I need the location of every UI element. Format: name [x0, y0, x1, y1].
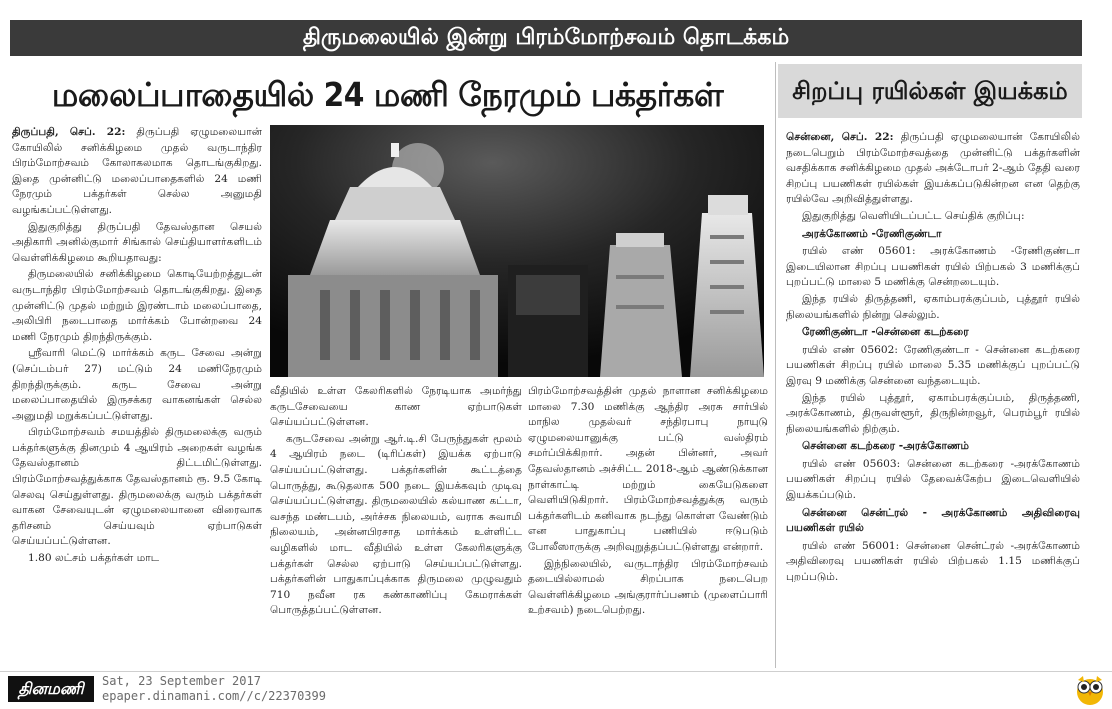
section-heading: சென்னை சென்ட்ரல் - அரக்கோணம் அதிவிரைவு பயணிகள் ரயில் — [786, 506, 1080, 535]
footer-divider — [0, 671, 1112, 672]
paragraph-text: திருப்பதி ஏழுமலையான் கோயிலில் நடைபெறும் பிரம்மோற்சவத்தை முன்னிட்டு பக்தர்களின் வசதிக்காக சனிக்கிழமை முதல் அக்டோபர் 2-ஆம் தேதி வரை சிறப்பு பயணிகள் ரயில்கள் இயக்கப்படுகின்றன என தெற்கு ரயில்வே அறிவித்துள்ளது. — [786, 131, 1080, 206]
section-heading: சென்னை கடற்கரை -அரக்கோணம் — [802, 440, 970, 453]
owl-icon — [1074, 672, 1106, 706]
article-paragraph: திருமலையில் சனிக்கிழமை கொடியேற்றத்துடன் வருடாந்திர பிரம்மோற்சவம் தொடங்குகிறது. இதை முன்னிட்டு முதல் மற்றும் இரண்டாம் மலைப்பாதை, அலிபிரி நடைபாதை மார்க்கம் போன்றவை 24 மணி நேரமும் திறந்திருக்கும். — [12, 268, 262, 343]
dateline: சென்னை, செப். 22: — [786, 131, 894, 143]
article-paragraph: பிரம்மோற்சவத்தின் முதல் நாளான சனிக்கிழமை மாலை 7.30 மணிக்கு ஆந்திர அரசு சார்பில் மாநில முதல்வர் சந்திரபாபு நாயுடு ஏழுமலையானுக்கு பட்டு வஸ்திரம் சமர்ப்பிக்கிறார். அதன் பின்னர், அவர் தேவஸ்தானம் அச்சிட்ட 2018-ஆம் ஆண்டுக்கான நாள்காட்டி மற்றும் கையேடுகளை வெளியிடுகிறார். பிரம்மோற்சவத்துக்கு வரும் பக்தர்களிடம் கனிவாக நடந்து கொள்ள வேண்டும் என பாதுகாப்பு பணியில் ஈடுபடும் போலீஸாருக்கு அறிவுறுத்தப்பட்டுள்ளது என்றார். — [528, 385, 768, 553]
side-article-column — [786, 130, 1080, 668]
side-headline: சிறப்பு ரயில்கள் இயக்கம் — [778, 64, 1082, 118]
article-paragraph: ரயில் எண் 05601: அரக்கோணம் -ரேணிகுண்டா இடையிலான சிறப்பு பயணிகள் ரயில் பிற்பகல் 3 மணிக்குப் புறப்பட்டு மாலை 5 மணிக்கு சென்றடையும். — [786, 245, 1080, 289]
article-paragraph: இந்நிலையில், வருடாந்திர பிரம்மோற்சவம் தடையில்லாமல் சிறப்பாக நடைபெற வெள்ளிக்கிழமை அங்குரார்ப்பணம் (முளைப்பாரி உற்சவம்) நடைபெற்றது. — [528, 557, 768, 617]
article-column-3 — [528, 384, 768, 668]
article-paragraph: பிரம்மோற்சவம் சமயத்தில் திருமலைக்கு வரும் பக்தர்களுக்கு தினமும் 4 ஆயிரம் அறைகள் வழங்க தேவஸ்தானம் திட்டமிட்டுள்ளது. பிரம்மோற்சவத்துக்காக தேவஸ்தானம் ரூ. 9.5 கோடி செலவு செய்துள்ளது. திருமலைக்கு வரும் பக்தர்கள் வாகன சேவையுடன் ஏழுமலையானை விரைவாக தரிசனம் செய்யவும் ஏற்பாடுகள் செய்யப்பட்டுள்ளன. — [12, 426, 262, 548]
article-paragraph: இந்த ரயில் திருத்தணி, ஏகாம்பரக்குப்பம், புத்தூர் ரயில் நிலையங்களில் நின்று செல்லும். — [786, 292, 1080, 321]
temple-photo — [270, 125, 764, 377]
article-column-2 — [270, 384, 522, 668]
article-column-1 — [12, 125, 262, 668]
paragraph-text: திருப்பதி ஏழுமலையான் கோயிலில் சனிக்கிழமை முதல் வருடாந்திர பிரம்மோற்சவம் கோலாகலமாக தொடங்குகிறது. இதை முன்னிட்டு மலைப்பாதைகளில் 24 மணி நேரமும் பக்தர்கள் செல்ல அனுமதி வழங்கப்பட்டுள்ளது. — [12, 126, 262, 216]
article-paragraph: இதுகுறித்து வெளியிடப்பட்ட செய்திக் குறிப்பு: — [802, 209, 1025, 222]
article-paragraph: இதுகுறித்து திருப்பதி தேவஸ்தான செயல் அதிகாரி அனில்குமார் சிங்கால் செய்தியாளர்களிடம் வெள்ளிக்கிழமை கூறியதாவது: — [12, 220, 262, 264]
dateline: திருப்பதி, செப். 22: — [12, 126, 126, 138]
epaper-link[interactable]: epaper.dinamani.com//c/22370399 — [102, 689, 326, 703]
article-paragraph: வீதியில் உள்ள கேலரிகளில் நேரடியாக அமர்ந்து கருடசேவையை காண ஏற்பாடுகள் செய்யப்பட்டுள்ளன. — [270, 385, 522, 429]
section-heading: ரேணிகுண்டா -சென்னை கடற்கரை — [802, 326, 969, 339]
edition-date: Sat, 23 September 2017 — [102, 674, 261, 688]
column-divider — [775, 62, 776, 668]
article-paragraph: ரயில் எண் 05603: சென்னை கடற்கரை -அரக்கோணம் பயணிகள் சிறப்பு ரயில் தேவைக்கேற்ப இடைவெளியில் இயக்கப்படும். — [786, 457, 1080, 502]
section-heading: அரக்கோணம் -ரேணிகுண்டா — [802, 227, 942, 240]
article-paragraph — [786, 130, 1080, 208]
article-paragraph — [12, 125, 262, 219]
article-paragraph: ரயில் எண் 05602: ரேணிகுண்டா - சென்னை கடற்கரை பயணிகள் சிறப்பு ரயில் மாலை 5.35 மணிக்குப் புறப்பட்டு இரவு 9 மணிக்கு சென்னை வந்தடையும். — [786, 343, 1080, 387]
article-paragraph: ஸ்ரீவாரி மெட்டு மார்க்கம் கருட சேவை அன்று (செப்டம்பர் 27) மட்டும் 24 மணிநேரமும் திறந்திருக்கும். கருட சேவை அன்று மலைப்பாதையில் இருசக்கர வாகனங்கள் செல்ல அனுமதி மறுக்கப்பட்டுள்ளது. — [12, 347, 262, 422]
section-banner: திருமலையில் இன்று பிரம்மோற்சவம் தொடக்கம் — [10, 20, 1082, 56]
temple-illustration — [270, 125, 764, 377]
newspaper-logo: தினமணி — [8, 676, 94, 702]
article-paragraph: இந்த ரயில் புத்தூர், ஏகாம்பரக்குப்பம், திருத்தணி, அரக்கோணம், திருவள்ளூர், திருநின்றவூர், பெரம்பூர் ரயில் நிலையங்களில் நிற்கும். — [786, 391, 1080, 435]
article-paragraph: கருடசேவை அன்று ஆர்.டி.சி பேருந்துகள் மூலம் 4 ஆயிரம் நடை (டிரிப்கள்) இயக்க ஏற்பாடு செய்யப்பட்டுள்ளது. பக்தர்களின் கூட்டத்தை பொருத்து, கூடுதலாக 500 நடை இயக்கவும் முடிவு செய்யப்பட்டுள்ளது. திருமலையில் கல்யாண கட்டா, வசந்த மண்டபம், அர்ச்சக நிலையம், வராக சுவாமி நிலையம், அன்னபிரசாத மார்க்கம் உள்ளிட்ட வழிகளில் மாட வீதியில் உள்ள கேலரிகளுக்கு பக்தர்கள் செல்ல ஏற்பாடு செய்யப்பட்டுள்ளது. பக்தர்களின் பாதுகாப்புக்காக திருமலை முழுவதும் 710 நவீன ரக கண்காணிப்பு கேமராக்கள் பொருத்தப்பட்டுள்ளன. — [270, 432, 522, 617]
article-paragraph: 1.80 லட்சம் பக்தர்கள் மாட — [28, 552, 160, 565]
main-headline: மலைப்பாதையில் 24 மணி நேரமும் பக்தர்கள் — [51, 75, 724, 114]
article-paragraph: ரயில் எண் 56001: சென்னை சென்ட்ரல் -அரக்கோணம் அதிவிரைவு பயணிகள் ரயில் பிற்பகல் 1.15 மணிக்குப் புறப்படும். — [786, 539, 1080, 584]
